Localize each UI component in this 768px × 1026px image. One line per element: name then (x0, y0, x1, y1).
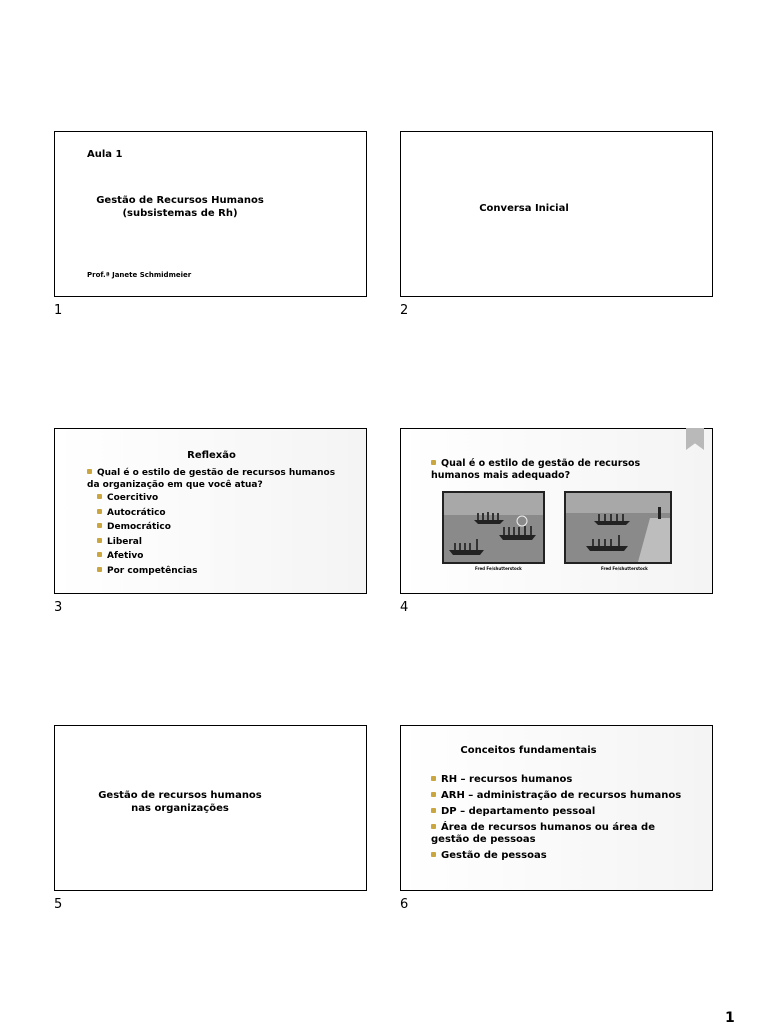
slide-3-question-text: Qual é o estilo de gestão de recursos humanos da organização em que você atua? (87, 468, 336, 490)
list-item (97, 491, 197, 506)
list-item (97, 520, 197, 535)
slide-5 (54, 725, 367, 891)
list-item-text: RH – recursos humanos (441, 774, 573, 785)
boats-illustration-left (444, 493, 543, 562)
list-item-text: Coercitivo (107, 493, 159, 503)
bullet-icon (431, 776, 436, 781)
list-item (97, 535, 197, 550)
list-item (431, 772, 691, 788)
list-item-text: ARH – administração de recursos humanos (441, 790, 682, 801)
slide-4 (400, 428, 713, 594)
bullet-icon (431, 824, 436, 829)
list-item-text: Afetivo (107, 551, 144, 561)
slide-1 (54, 131, 367, 297)
slide-4-question (431, 458, 646, 482)
slide-2-title: Conversa Inicial (479, 203, 569, 214)
bullet-icon (97, 567, 102, 572)
slide-4-caption-left: Fred Fe/shutterstock (475, 566, 522, 571)
slide-6-number: 6 (400, 897, 409, 912)
slide-1-number: 1 (54, 303, 63, 318)
list-item-text: Gestão de pessoas (441, 850, 547, 861)
slide-4-caption-right: Fred Fe/shutterstock (601, 566, 648, 571)
list-item (97, 564, 197, 579)
slide-4-number: 4 (400, 600, 409, 615)
list-item-text: Área de recursos humanos ou área de gestão de pessoas (431, 822, 655, 845)
bullet-icon (97, 494, 102, 499)
slide-5-title: Gestão de recursos humanos nas organizações (98, 790, 262, 814)
bullet-icon (97, 538, 102, 543)
bullet-icon (87, 469, 92, 474)
slide-1-title: Gestão de Recursos Humanos (96, 195, 264, 206)
page-number: 1 (725, 1010, 735, 1026)
list-item-text: Democrático (107, 522, 171, 532)
slide-6-title: Conceitos fundamentais (460, 745, 597, 756)
list-item (97, 549, 197, 564)
bullet-icon (97, 552, 102, 557)
slide-3-list (97, 491, 197, 578)
boats-image-left (442, 491, 545, 564)
list-item-text: Liberal (107, 536, 142, 547)
bullet-icon (431, 852, 436, 857)
list-item (431, 822, 691, 846)
bullet-icon (431, 792, 436, 797)
slide-3-number: 3 (54, 600, 63, 615)
list-item (431, 848, 691, 864)
slide-2-number: 2 (400, 303, 409, 318)
bookmark-ribbon-icon (686, 428, 704, 450)
list-item (97, 506, 197, 521)
boats-illustration-right (566, 493, 670, 562)
slide-6 (400, 725, 713, 891)
slide-4-question-text: Qual é o estilo de gestão de recursos humanos mais adequado? (431, 458, 641, 481)
list-item (431, 788, 691, 804)
bullet-icon (97, 509, 102, 514)
slide-1-subtitle: (subsistemas de Rh) (122, 208, 238, 219)
slide-6-list (431, 772, 691, 864)
bullet-icon (431, 808, 436, 813)
list-item-text: Autocrático (107, 507, 166, 518)
slide-1-aula: Aula 1 (87, 149, 123, 160)
bullet-icon (97, 523, 102, 528)
slide-2 (400, 131, 713, 297)
slide-5-number: 5 (54, 897, 63, 912)
bullet-icon (431, 460, 436, 465)
slide-3 (54, 428, 367, 594)
boats-image-right (564, 491, 672, 564)
slide-1-author: Prof.ª Janete Schmidmeier (87, 271, 192, 279)
slide-3-question (87, 467, 347, 491)
slide-3-title: Reflexão (187, 450, 236, 461)
list-item-text: Por competências (107, 565, 198, 576)
list-item-text: DP – departamento pessoal (441, 806, 596, 817)
list-item (431, 804, 691, 820)
